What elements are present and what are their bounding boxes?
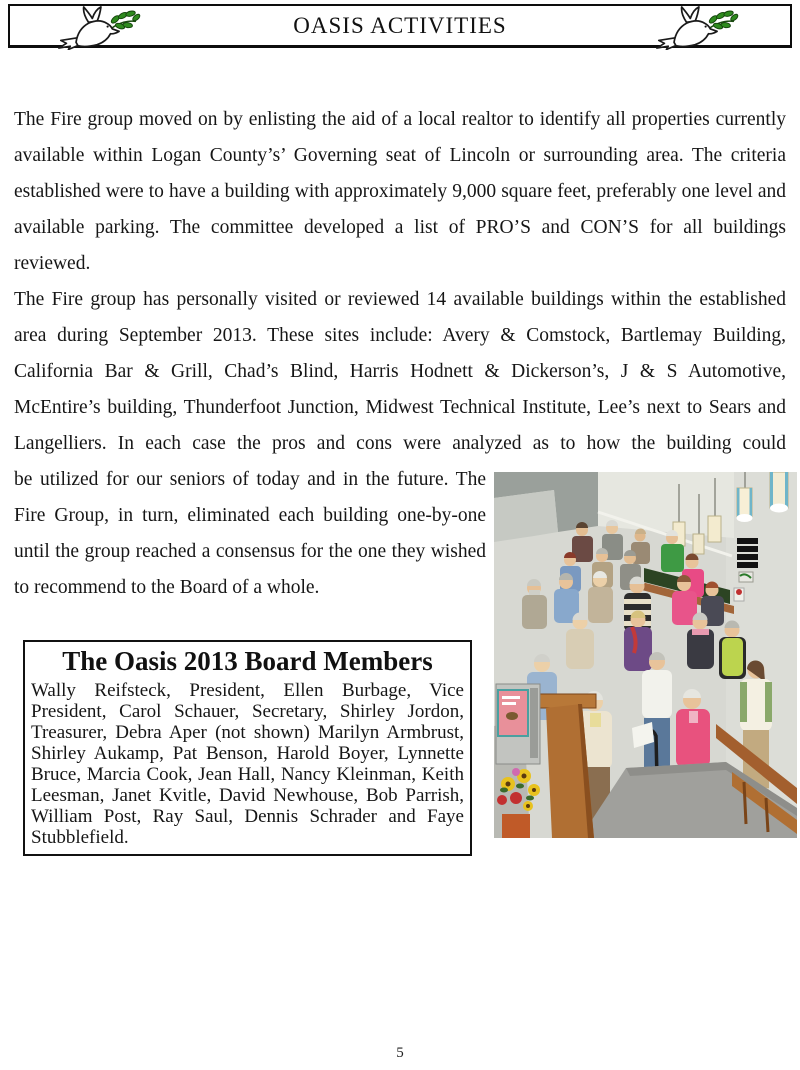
board-box-title: The Oasis 2013 Board Members	[62, 646, 433, 676]
dove-olive-branch-icon	[56, 6, 142, 50]
page-header-banner	[8, 4, 792, 48]
page-content	[0, 48, 800, 856]
paragraph-buildings-visited: The Fire group has personally visited or reviewed 14 available buildings within the established area during September 2013. These sites include: Avery & Comstock, Bartlemay Building, California Bar & Grill, Chad’s Blind, Harris Hodnett & Dickerson’s, J & S Automotive, McEntire’s building, Thunderfoot Junction, Midwest Technical Institute, Lee’s next to Sears and Langelliers. In each case the pros and cons were analyzed as to how the building could	[14, 289, 786, 454]
paragraph-fire-group-realtor: The Fire group moved on by enlisting the aid of a local realtor to identify all properties currently available within Logan County’s’ Governing seat of Lincoln or surrounding area. The criteria established were to have a building with approximately 9,000 square feet, preferably one level and available parking. The committee developed a list of PRO’S and CON’S for all buildings reviewed.	[14, 109, 786, 274]
board-box-members: Wally Reifsteck, President, Ellen Burbage, Vice President, Carol Schauer, Secretary, Shirley Jordon, Treasurer, Debra Aper (not shown) Marilyn Armbrust, Shirley Aukamp, Pat Benson, Harold Boyer, Lynnette Bruce, Marcia Cook, Jean Hall, Nancy Kleinman, Keith Leesman, Janet Kvitle, David Newhouse, Bob Parrish, William Post, Ray Saul, Dennis Schrader and Faye Stubblefield.	[31, 680, 464, 848]
board-members-box	[23, 640, 472, 856]
dove-olive-branch-icon	[654, 6, 740, 50]
board-group-photo-illustration	[494, 472, 797, 838]
paragraph-consensus: be utilized for our seniors of today and in the future. The Fire Group, in turn, eliminated each building one-by-one until the group reached a consensus for the one they wished to recommend to the Board of a whole.	[14, 469, 486, 598]
page-number: 5	[396, 1045, 404, 1061]
page-title: OASIS ACTIVITIES	[293, 12, 507, 38]
page-footer	[0, 1045, 800, 1062]
literature-rack	[496, 684, 540, 764]
page	[0, 4, 800, 1061]
board-group-photo	[494, 472, 797, 838]
